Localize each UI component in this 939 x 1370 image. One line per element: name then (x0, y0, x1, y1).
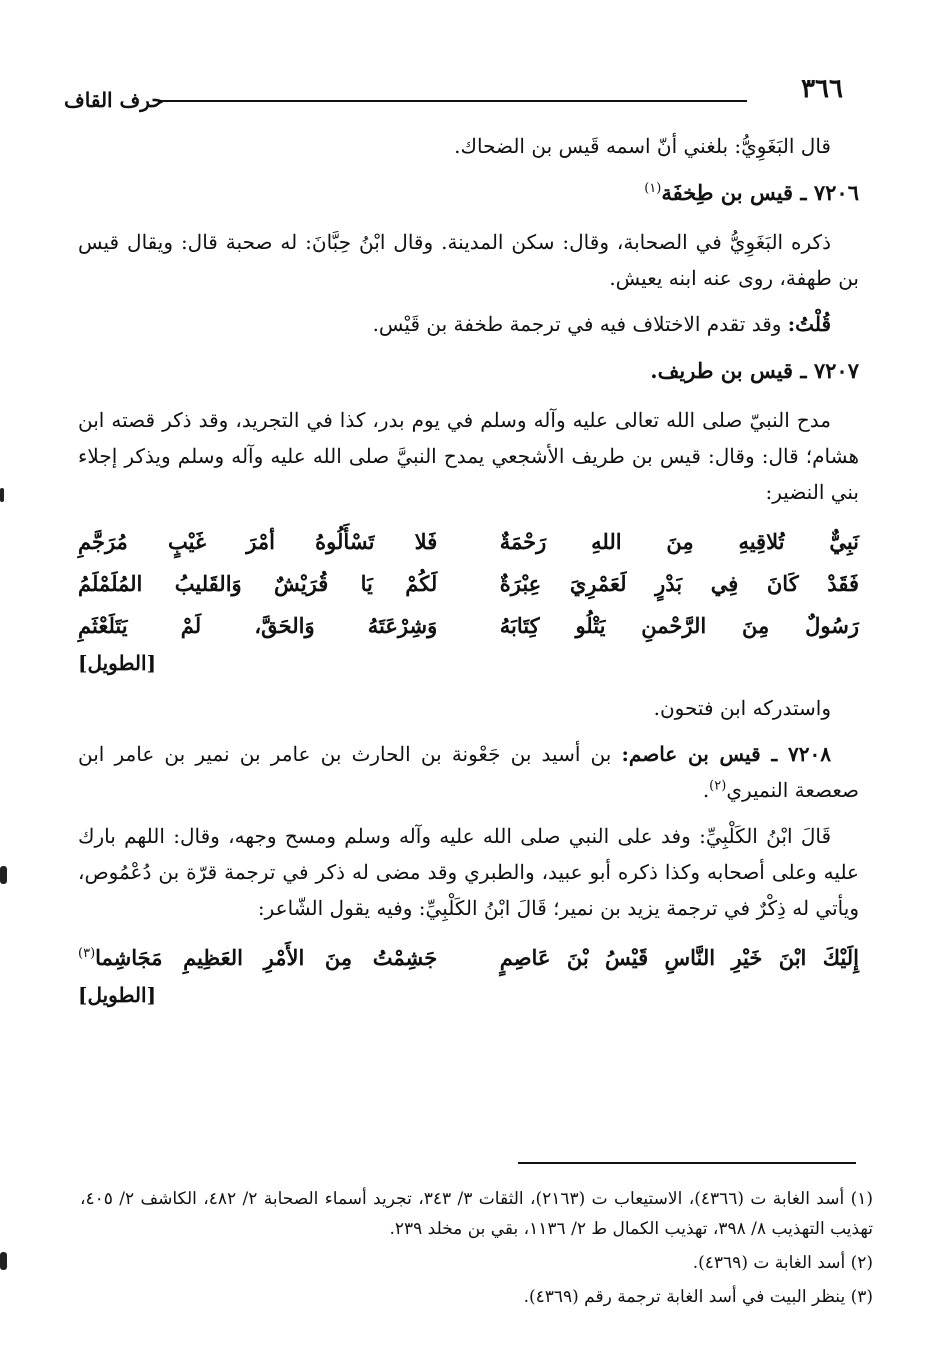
verse (78, 562, 859, 604)
verse-second-hemistich-text: جَشِمْتُ مِنَ الأَمْرِ العَظِيمِ مَجَاشِما (95, 944, 438, 970)
verse-second-hemistich: فَلا تَسْأَلُوهُ أمْرَ غَيْبٍ مُرَجَّمِ (78, 528, 438, 554)
entry-heading-text: ٧٢٠٦ ـ قيس بن طِخفَة (661, 180, 859, 205)
scan-edge-mark (0, 1252, 7, 1270)
verse (78, 936, 859, 978)
footnote-ref[interactable]: (٢) (709, 778, 727, 794)
scan-edge-mark (0, 866, 7, 884)
verse (78, 604, 859, 646)
verse-first-hemistich: رَسُولٌ مِنَ الرَّحْمنِ يَتْلُو كِتَابَهُ (499, 612, 859, 638)
poem-meter: [الطويل] (78, 651, 157, 675)
paragraph: مدح النبيّ صلى الله تعالى عليه وآله وسلم في يوم بدر، كذا في التجريد، وقد ذكر قصته ابن هشام؛ قال: وقال: قيس بن طريف الأشجعي يمدح النبيَّ صلى الله عليه وآله وسلم ويذكر إجلاء بني النضير: (78, 408, 859, 504)
footnote: (٢) أسد الغابة ت (٤٣٦٩). (692, 1253, 873, 1273)
poem (78, 520, 859, 680)
verse-first-hemistich: إِلَيْكَ ابْنَ خَيْرِ النَّاسِ قَيْسُ بْنَ عَاصِمٍ (499, 944, 859, 970)
footnotes (80, 1184, 873, 1316)
paragraph: واستدركه ابن فتحون. (653, 696, 831, 720)
verse (78, 520, 859, 562)
footnote: (١) أسد الغابة ت (٤٣٦٦)، الاستيعاب ت (٢١٦٣)، الثقات ٣/ ٣٤٣، تجريد أسماء الصحابة ٢/ ٤٨٢، الكاشف ٢/ ٤٠٥، تهذيب التهذيب ٨/ ٣٩٨، تهذيب الكمال ط ٢/ ١١٣٦، بقي بن مخلد ٢٣٩. (80, 1189, 873, 1239)
entry-heading-text: ٧٢٠٨ ـ قيس بن عاصم: (621, 742, 831, 766)
poem (78, 936, 859, 1012)
paragraph-text: وقد تقدم الاختلاف فيه في ترجمة طخفة بن قَيْس. (372, 312, 788, 336)
entry-heading-7207: ٧٢٠٧ ـ قيس بن طريف. (650, 358, 859, 383)
entry-heading-body: بن أسيد بن جَعْونة بن الحارث بن عامر بن نمير بن عامر ابن صعصعة النميري (78, 742, 859, 802)
main-text (78, 128, 859, 1022)
paragraph: ذكره البَغَوِيُّ في الصحابة، وقال: سكن المدينة. وقال ابْنُ حِبَّانَ: له صحبة قال: ويقال قيس بن طهفة، روى عنه ابنه يعيش. (78, 230, 859, 290)
entry-heading-7208: ٧٢٠٨ ـ قيس بن عاصم: بن أسيد بن جَعْونة بن الحارث بن عامر بن نمير بن عامر ابن صعصعة النميري$^{(٢)}$. (78, 742, 859, 802)
footnote-ref[interactable]: (١) (644, 181, 662, 196)
footnote: (٣) ينظر البيت في أسد الغابة ترجمة رقم (٤٣٦٩). (523, 1287, 873, 1307)
verse-second-hemistich: وَشِرْعَتَهُ وَالحَقَّ، لَمْ يَتَلَعْثَمِ (78, 612, 438, 638)
footnote-ref[interactable]: (٣) (78, 945, 96, 961)
scan-edge-mark (0, 488, 4, 502)
paragraph-lead: قُلْتُ: (787, 312, 831, 336)
verse-second-hemistich (78, 945, 437, 970)
chapter-title: حرف القاف (64, 88, 164, 112)
paragraph: قَالَ ابْنُ الكَلْبِيِّ: وفد على النبي صلى الله عليه وآله وسلم ومسح وجهه، وقال: اللهم بارك عليه وعلى أصحابه وكذا ذكره أبو عبيد، والطبري وقد مضى له ذكر في ترجمة قرّة بن دُعْمُوص، ويأتي له ذِكْرٌ في ترجمة يزيد بن نمير؛ قَالَ ابْنُ الكَلْبِيِّ: وفيه يقول الشّاعر: (78, 824, 859, 920)
paragraph (78, 306, 859, 342)
entry-heading-7206 (78, 174, 859, 212)
header-rule (158, 100, 747, 102)
poem-meter: [الطويل] (78, 983, 157, 1007)
page-number: ٣٦٦ (801, 74, 843, 104)
verse-first-hemistich: نَبِيٌّ تُلاقِيهِ مِنَ اللهِ رَحْمَةٌ (499, 528, 859, 554)
verse-second-hemistich: لَكُمْ يَا قُرَيْشٌ وَالقَليبُ المُلَمْلَمُ (78, 570, 438, 596)
footnote-separator (518, 1162, 856, 1164)
paragraph: قال البَغَوِيُّ: بلغني أنّ اسمه قَيس بن الضحاك. (454, 134, 831, 158)
verse-first-hemistich: فَقَدْ كَانَ فِي بَدْرٍ لَعَمْرِيَ عِبْرَةٌ (499, 570, 859, 596)
